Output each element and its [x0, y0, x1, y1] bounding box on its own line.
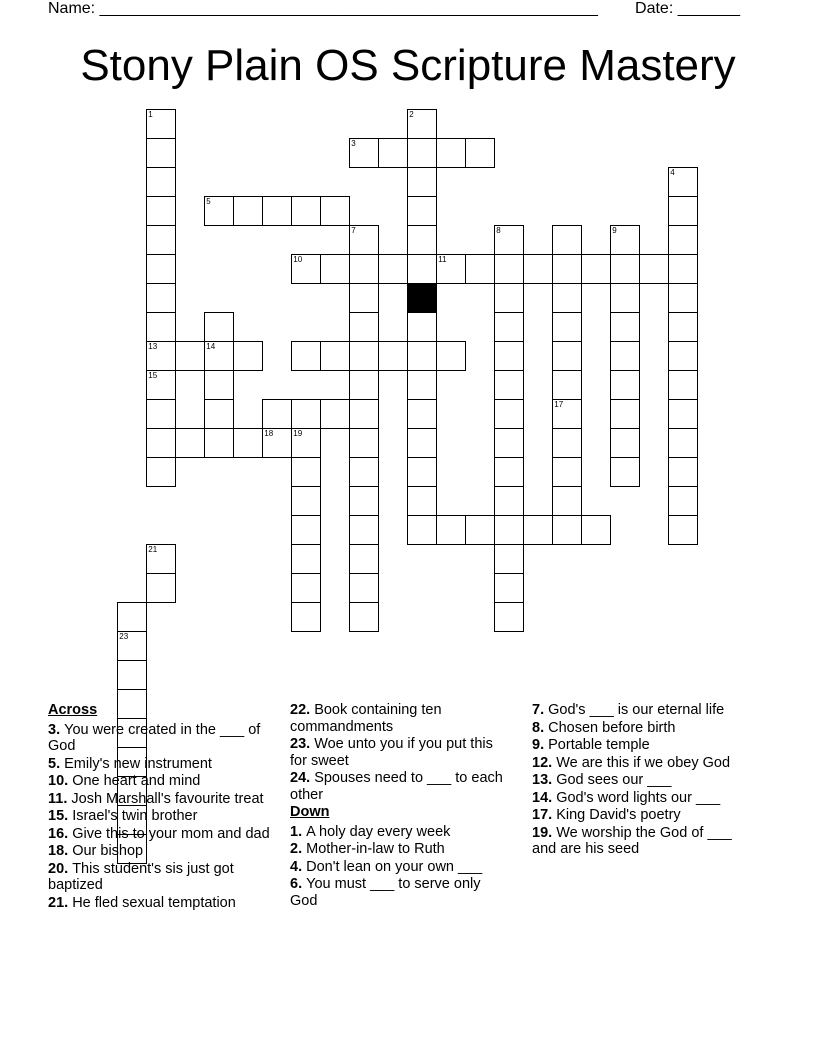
- grid-cell[interactable]: [465, 254, 495, 284]
- grid-cell[interactable]: [407, 486, 437, 516]
- grid-cell[interactable]: [523, 515, 553, 545]
- down-clue: [532, 807, 742, 824]
- grid-cell[interactable]: [552, 399, 582, 429]
- grid-cell[interactable]: [407, 254, 437, 284]
- grid-cell[interactable]: [262, 428, 292, 458]
- grid-cell[interactable]: [262, 196, 292, 226]
- grid-cell[interactable]: [494, 486, 524, 516]
- down-clue: [532, 755, 742, 772]
- grid-cell[interactable]: [320, 399, 350, 429]
- grid-cell[interactable]: [494, 457, 524, 487]
- grid-cell[interactable]: [610, 254, 640, 284]
- clue-number: 13: [148, 342, 158, 352]
- grid-cell[interactable]: [552, 225, 582, 255]
- grid-cell[interactable]: [320, 341, 350, 371]
- clue-text: Don't lean on your own ___: [306, 858, 483, 875]
- across-clue: [48, 843, 276, 860]
- clue-number: 14: [206, 342, 216, 352]
- clue-label: 21.: [48, 894, 73, 911]
- across-clue: [48, 826, 276, 843]
- across-clue: [290, 736, 510, 769]
- across-clue: [48, 756, 276, 773]
- grid-cell[interactable]: [146, 544, 176, 574]
- grid-cell[interactable]: [117, 602, 147, 632]
- clue-text: God's ___ is our eternal life: [548, 702, 725, 718]
- clue-label: 13.: [532, 772, 557, 788]
- across-clue: [290, 702, 510, 735]
- down-clue: [532, 790, 742, 807]
- grid-cell[interactable]: [291, 196, 321, 226]
- grid-cell[interactable]: [494, 602, 524, 632]
- grid-cell[interactable]: [146, 109, 176, 139]
- grid-cell[interactable]: [494, 370, 524, 400]
- grid-cell[interactable]: [668, 196, 698, 226]
- grid-cell[interactable]: [291, 573, 321, 603]
- across-clue: [48, 773, 276, 790]
- across-clue: [48, 808, 276, 825]
- grid-cell[interactable]: [407, 109, 437, 139]
- grid-cell[interactable]: [581, 254, 611, 284]
- grid-cell[interactable]: [146, 457, 176, 487]
- grid-cell[interactable]: [610, 312, 640, 342]
- grid-cell[interactable]: [378, 138, 408, 168]
- clue-text: A holy day every week: [306, 823, 451, 840]
- clue-text: You must ___ to serve only God: [290, 876, 481, 909]
- grid-cell[interactable]: [494, 341, 524, 371]
- down-heading: Down: [290, 804, 330, 820]
- grid-cell[interactable]: [465, 138, 495, 168]
- clue-label: 10.: [48, 773, 73, 789]
- grid-cell[interactable]: [320, 254, 350, 284]
- grid-cell[interactable]: [349, 254, 379, 284]
- clue-number: 18: [264, 429, 274, 439]
- clue-number: 11: [438, 255, 447, 265]
- grid-cell[interactable]: [639, 254, 669, 284]
- across-clue: [48, 861, 276, 894]
- grid-cell[interactable]: [436, 341, 466, 371]
- clue-label: 9.: [532, 737, 549, 753]
- clue-label: 12.: [532, 754, 557, 771]
- grid-cell[interactable]: [175, 428, 205, 458]
- grid-cell[interactable]: [552, 515, 582, 545]
- grid-cell[interactable]: [668, 486, 698, 516]
- grid-cell[interactable]: [291, 486, 321, 516]
- clue-text: Spouses need to ___ to each other: [290, 770, 503, 803]
- clue-number: 15: [148, 371, 158, 381]
- down-clue: [290, 859, 510, 876]
- grid-cell[interactable]: [146, 428, 176, 458]
- across-clue: [48, 791, 276, 808]
- grid-cell[interactable]: [668, 399, 698, 429]
- grid-cell[interactable]: [610, 370, 640, 400]
- grid-cell[interactable]: [552, 254, 582, 284]
- clue-label: 3.: [48, 721, 65, 738]
- clue-text: Emily's new instrument: [64, 755, 212, 772]
- clue-text: Woe unto you if you put this for sweet: [290, 736, 493, 769]
- grid-cell[interactable]: [291, 602, 321, 632]
- grid-cell[interactable]: [552, 486, 582, 516]
- grid-cell[interactable]: [146, 138, 176, 168]
- grid-cell[interactable]: [552, 428, 582, 458]
- grid-cell[interactable]: [668, 312, 698, 342]
- grid-cell[interactable]: [407, 138, 437, 168]
- grid-cell[interactable]: [436, 138, 466, 168]
- clue-number: 23: [119, 632, 129, 642]
- clue-text: Our bishop: [72, 843, 144, 859]
- grid-cell[interactable]: [407, 225, 437, 255]
- clue-label: 15.: [48, 808, 73, 824]
- grid-cell[interactable]: [233, 196, 263, 226]
- grid-cell[interactable]: [523, 254, 553, 284]
- grid-cell[interactable]: [291, 428, 321, 458]
- clue-label: 14.: [532, 789, 557, 806]
- grid-cell[interactable]: [610, 457, 640, 487]
- grid-cell[interactable]: [494, 312, 524, 342]
- grid-cell[interactable]: [407, 341, 437, 371]
- grid-cell[interactable]: [291, 457, 321, 487]
- clue-text: Book containing ten commandments: [290, 702, 442, 735]
- grid-cell[interactable]: [610, 283, 640, 313]
- grid-cell[interactable]: [494, 283, 524, 313]
- grid-cell[interactable]: [175, 341, 205, 371]
- grid-cell[interactable]: [407, 457, 437, 487]
- clue-text: Josh Marshall's favourite treat: [71, 790, 264, 807]
- grid-cell[interactable]: [146, 167, 176, 197]
- clue-label: 17.: [532, 807, 557, 823]
- header: [48, 0, 740, 20]
- clue-number: 21: [148, 545, 158, 555]
- clue-label: 5.: [48, 755, 65, 772]
- clue-label: 24.: [290, 770, 315, 786]
- grid-cell[interactable]: [436, 515, 466, 545]
- grid-cell[interactable]: [407, 515, 437, 545]
- clues-column-3: [532, 702, 742, 859]
- date-field-label[interactable]: Date: _______: [635, 0, 740, 17]
- grid-cell[interactable]: [349, 370, 379, 400]
- grid-cell[interactable]: [146, 225, 176, 255]
- across-clue: [48, 895, 276, 912]
- grid-cell[interactable]: [349, 225, 379, 255]
- grid-cell[interactable]: [581, 515, 611, 545]
- grid-cell[interactable]: [407, 196, 437, 226]
- grid-block: [407, 283, 437, 313]
- grid-cell[interactable]: [552, 457, 582, 487]
- grid-cell[interactable]: [610, 225, 640, 255]
- grid-cell[interactable]: [146, 312, 176, 342]
- grid-cell[interactable]: [146, 283, 176, 313]
- grid-cell[interactable]: [291, 515, 321, 545]
- down-clue: [532, 702, 742, 719]
- grid-cell[interactable]: [204, 341, 234, 371]
- clue-label: 16.: [48, 825, 73, 842]
- clue-label: 23.: [290, 736, 315, 752]
- grid-cell[interactable]: [610, 341, 640, 371]
- grid-cell[interactable]: [552, 283, 582, 313]
- grid-cell[interactable]: [494, 573, 524, 603]
- clue-label: 19.: [532, 824, 557, 841]
- grid-cell[interactable]: [146, 196, 176, 226]
- grid-cell[interactable]: [668, 515, 698, 545]
- grid-cell[interactable]: [668, 167, 698, 197]
- grid-cell[interactable]: [436, 254, 466, 284]
- grid-cell[interactable]: [233, 341, 263, 371]
- grid-cell[interactable]: [552, 370, 582, 400]
- clue-label: 2.: [290, 841, 307, 857]
- grid-cell[interactable]: [117, 660, 147, 690]
- grid-cell[interactable]: [291, 254, 321, 284]
- clues-column-1: [48, 702, 276, 912]
- grid-cell[interactable]: [146, 370, 176, 400]
- clue-number: 19: [293, 429, 303, 439]
- grid-cell[interactable]: [668, 370, 698, 400]
- grid-cell[interactable]: [146, 399, 176, 429]
- grid-cell[interactable]: [349, 341, 379, 371]
- grid-cell[interactable]: [349, 428, 379, 458]
- grid-cell[interactable]: [146, 254, 176, 284]
- clue-number: 7: [351, 226, 356, 236]
- grid-cell[interactable]: [349, 544, 379, 574]
- clue-number: 8: [496, 226, 501, 236]
- grid-cell[interactable]: [552, 312, 582, 342]
- clue-number: 3: [351, 139, 356, 149]
- grid-cell[interactable]: [668, 457, 698, 487]
- clue-number: 10: [293, 255, 303, 265]
- clue-label: 4.: [290, 858, 307, 875]
- grid-cell[interactable]: [494, 225, 524, 255]
- down-clue: [290, 841, 510, 858]
- grid-cell[interactable]: [610, 428, 640, 458]
- down-clue: [532, 825, 742, 858]
- grid-cell[interactable]: [349, 283, 379, 313]
- clue-number: 1: [148, 110, 153, 120]
- grid-cell[interactable]: [349, 573, 379, 603]
- grid-cell[interactable]: [465, 515, 495, 545]
- clue-text: Chosen before birth: [548, 719, 676, 736]
- grid-cell[interactable]: [349, 515, 379, 545]
- grid-cell[interactable]: [407, 167, 437, 197]
- grid-cell[interactable]: [407, 370, 437, 400]
- grid-cell[interactable]: [668, 254, 698, 284]
- clue-label: 11.: [48, 790, 72, 807]
- name-field-label[interactable]: Name: ________________________________________________________: [48, 0, 598, 17]
- clue-number: 17: [554, 400, 564, 410]
- clues-column-2: [290, 702, 510, 910]
- grid-cell[interactable]: [610, 399, 640, 429]
- clue-label: 6.: [290, 876, 307, 892]
- across-clue: [48, 722, 276, 755]
- grid-cell[interactable]: [494, 515, 524, 545]
- clue-text: Israel's twin brother: [72, 808, 198, 824]
- clue-text: King David's poetry: [556, 807, 681, 823]
- grid-cell[interactable]: [552, 341, 582, 371]
- clue-number: 5: [206, 197, 211, 207]
- grid-cell[interactable]: [117, 631, 147, 661]
- grid-cell[interactable]: [668, 283, 698, 313]
- page-title: Stony Plain OS Scripture Mastery: [80, 41, 736, 90]
- clue-text: God sees our ___: [556, 772, 672, 788]
- grid-cell[interactable]: [494, 544, 524, 574]
- grid-cell[interactable]: [320, 196, 350, 226]
- clue-text: God's word lights our ___: [556, 789, 721, 806]
- down-clue: [290, 824, 510, 841]
- clue-label: 8.: [532, 719, 549, 736]
- clue-number: 4: [670, 168, 675, 178]
- clue-text: Portable temple: [548, 737, 650, 753]
- grid-cell[interactable]: [349, 486, 379, 516]
- grid-cell[interactable]: [349, 138, 379, 168]
- clue-label: 22.: [290, 702, 315, 718]
- grid-cell[interactable]: [204, 370, 234, 400]
- grid-cell[interactable]: [407, 428, 437, 458]
- grid-cell[interactable]: [204, 312, 234, 342]
- clue-text: He fled sexual temptation: [72, 894, 236, 911]
- clue-label: 20.: [48, 860, 73, 877]
- clue-number: 9: [612, 226, 617, 236]
- grid-cell[interactable]: [146, 341, 176, 371]
- grid-cell[interactable]: [204, 428, 234, 458]
- grid-cell[interactable]: [233, 428, 263, 458]
- grid-cell[interactable]: [668, 428, 698, 458]
- down-clue: [532, 737, 742, 754]
- clue-text: Mother-in-law to Ruth: [306, 841, 445, 857]
- clue-text: We worship the God of ___ and are his seed: [532, 824, 732, 857]
- clue-text: We are this if we obey God: [556, 754, 731, 771]
- grid-cell[interactable]: [291, 544, 321, 574]
- across-clue: [290, 770, 510, 803]
- grid-cell[interactable]: [349, 457, 379, 487]
- grid-cell[interactable]: [378, 254, 408, 284]
- grid-cell[interactable]: [494, 399, 524, 429]
- clue-label: 18.: [48, 843, 73, 859]
- grid-cell[interactable]: [494, 428, 524, 458]
- grid-cell[interactable]: [291, 341, 321, 371]
- grid-cell[interactable]: [494, 254, 524, 284]
- grid-cell[interactable]: [407, 399, 437, 429]
- grid-cell[interactable]: [349, 312, 379, 342]
- grid-cell[interactable]: [407, 312, 437, 342]
- grid-cell[interactable]: [291, 399, 321, 429]
- grid-cell[interactable]: [204, 399, 234, 429]
- grid-cell[interactable]: [262, 399, 292, 429]
- down-clue: [290, 876, 510, 909]
- clue-label: 1.: [290, 823, 307, 840]
- clue-number: 2: [409, 110, 414, 120]
- grid-cell[interactable]: [668, 225, 698, 255]
- across-heading: Across: [48, 702, 98, 718]
- clue-text: This student's sis just got baptized: [48, 860, 234, 893]
- clue-text: Give this to your mom and dad: [72, 825, 270, 842]
- down-clue: [532, 772, 742, 789]
- grid-cell[interactable]: [146, 573, 176, 603]
- grid-cell[interactable]: [349, 399, 379, 429]
- grid-cell[interactable]: [349, 602, 379, 632]
- clue-text: You were created in the ___ of God: [48, 721, 261, 754]
- grid-cell[interactable]: [668, 341, 698, 371]
- grid-cell[interactable]: [204, 196, 234, 226]
- down-clue: [532, 720, 742, 737]
- clue-label: 7.: [532, 702, 549, 718]
- clue-text: One heart and mind: [72, 773, 201, 789]
- grid-cell[interactable]: [378, 341, 408, 371]
